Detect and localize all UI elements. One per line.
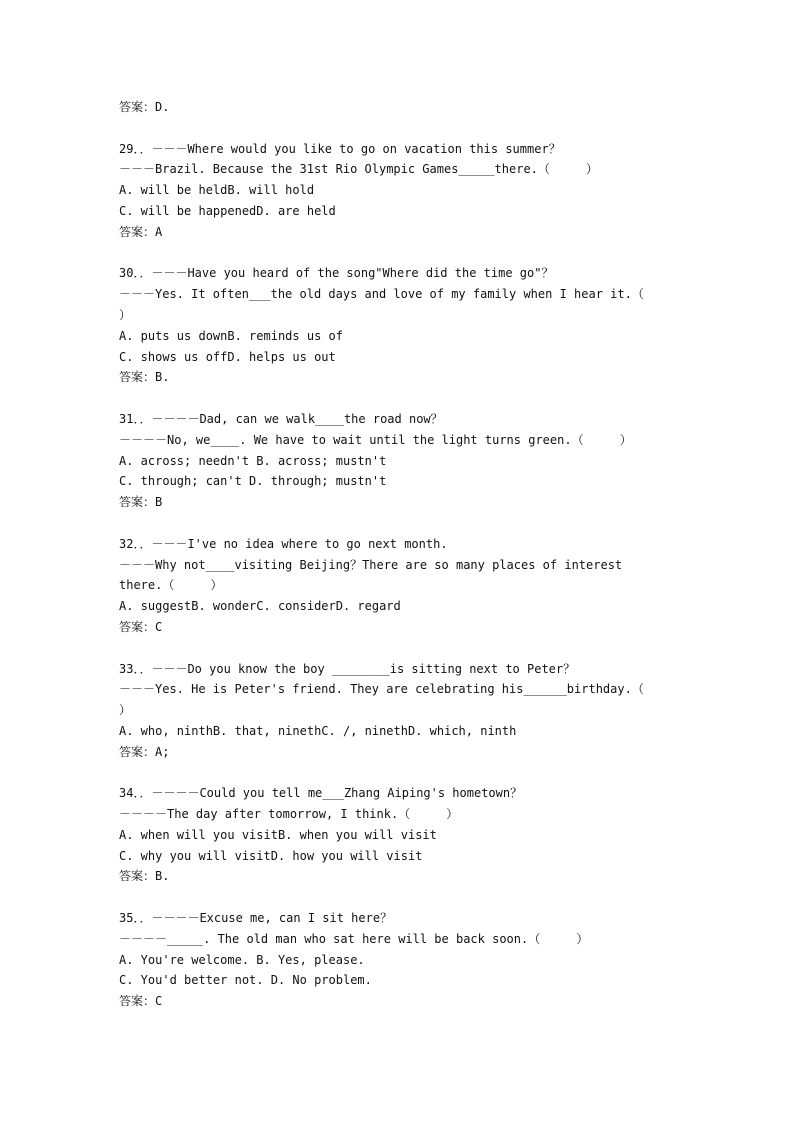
- question-text: －－－－No, we____. We have to wait until the light turns green.（ ）: [119, 432, 632, 447]
- question-stem: 35．．－－－－Excuse me, can I sit here？: [119, 911, 393, 926]
- answer-options: A. suggestB. wonderC. considerD. regard: [119, 599, 401, 614]
- answer-options: C. through; can't D. through; mustn't: [119, 474, 387, 489]
- answer-options: A. puts us downB. reminds us of: [119, 328, 343, 343]
- answer-options: A. when will you visitB. when you will visit: [119, 827, 437, 842]
- answer-line: 答案：C: [119, 619, 163, 634]
- document-body: [119, 97, 679, 1012]
- question-text: －－－－_____. The old man who sat here will be back soon.（ ）: [119, 931, 589, 946]
- question-list: [119, 139, 679, 1012]
- answer-options: A. will be heldB. will hold: [119, 183, 315, 198]
- question-block: [119, 263, 679, 388]
- question-stem: 33．．－－－Do you know the boy ________is sitting next to Peter？: [119, 661, 576, 676]
- answer-line: 答案：B: [119, 495, 163, 510]
- question-block: [119, 409, 679, 513]
- question-block: [119, 783, 679, 887]
- question-stem: 31．．－－－－Dad, can we walk____the road now？: [119, 411, 443, 426]
- answer-options: C. shows us offD. helps us out: [119, 349, 336, 364]
- answer-line: 答案：B.: [119, 370, 170, 385]
- answer-line: 答案：D.: [119, 100, 170, 114]
- question-text: －－－－The day after tomorrow, I think.（ ）: [119, 807, 459, 822]
- answer-options: C. will be happenedD. are held: [119, 203, 336, 218]
- answer-line: 答案：B.: [119, 869, 170, 884]
- question-block: [119, 908, 679, 1012]
- question-text: －－－Brazil. Because the 31st Rio Olympic Games_____there.（ ）: [119, 162, 599, 177]
- question-stem: 30．．－－－Have you heard of the song"Where did the time go"？: [119, 266, 554, 281]
- question-stem: 32．．－－－I've no idea where to go next month.: [119, 536, 448, 551]
- answer-options: A. who, ninthB. that, ninethC. /, ninethD. which, ninth: [119, 723, 517, 738]
- question-block: [119, 139, 679, 243]
- question-text: ）: [119, 703, 132, 718]
- answer-options: A. across; needn't B. across; mustn't: [119, 453, 387, 468]
- question-text: there.（ ）: [119, 578, 223, 593]
- question-text: ）: [119, 307, 132, 322]
- answer-options: C. why you will visitD. how you will visit: [119, 848, 423, 863]
- question-block: [119, 534, 679, 638]
- question-text: －－－Yes. He is Peter's friend. They are celebrating his______birthday.（: [119, 682, 644, 697]
- question-stem: 29．．－－－Where would you like to go on vacation this summer？: [119, 141, 561, 156]
- answer-line: 答案：A;: [119, 744, 170, 759]
- answer-options: A. You're welcome. B. Yes, please.: [119, 952, 365, 967]
- question-block: [119, 659, 679, 763]
- answer-options: C. You'd better not. D. No problem.: [119, 973, 372, 988]
- answer-line: 答案：C: [119, 994, 163, 1009]
- question-stem: 34．．－－－－Could you tell me___Zhang Aiping's hometown？: [119, 786, 523, 801]
- question-text: －－－Why not____visiting Beijing？There are so many places of interest: [119, 557, 623, 572]
- answer-line: 答案：A: [119, 224, 163, 239]
- question-text: －－－Yes. It often___the old days and love of my family when I hear it.（: [119, 287, 644, 302]
